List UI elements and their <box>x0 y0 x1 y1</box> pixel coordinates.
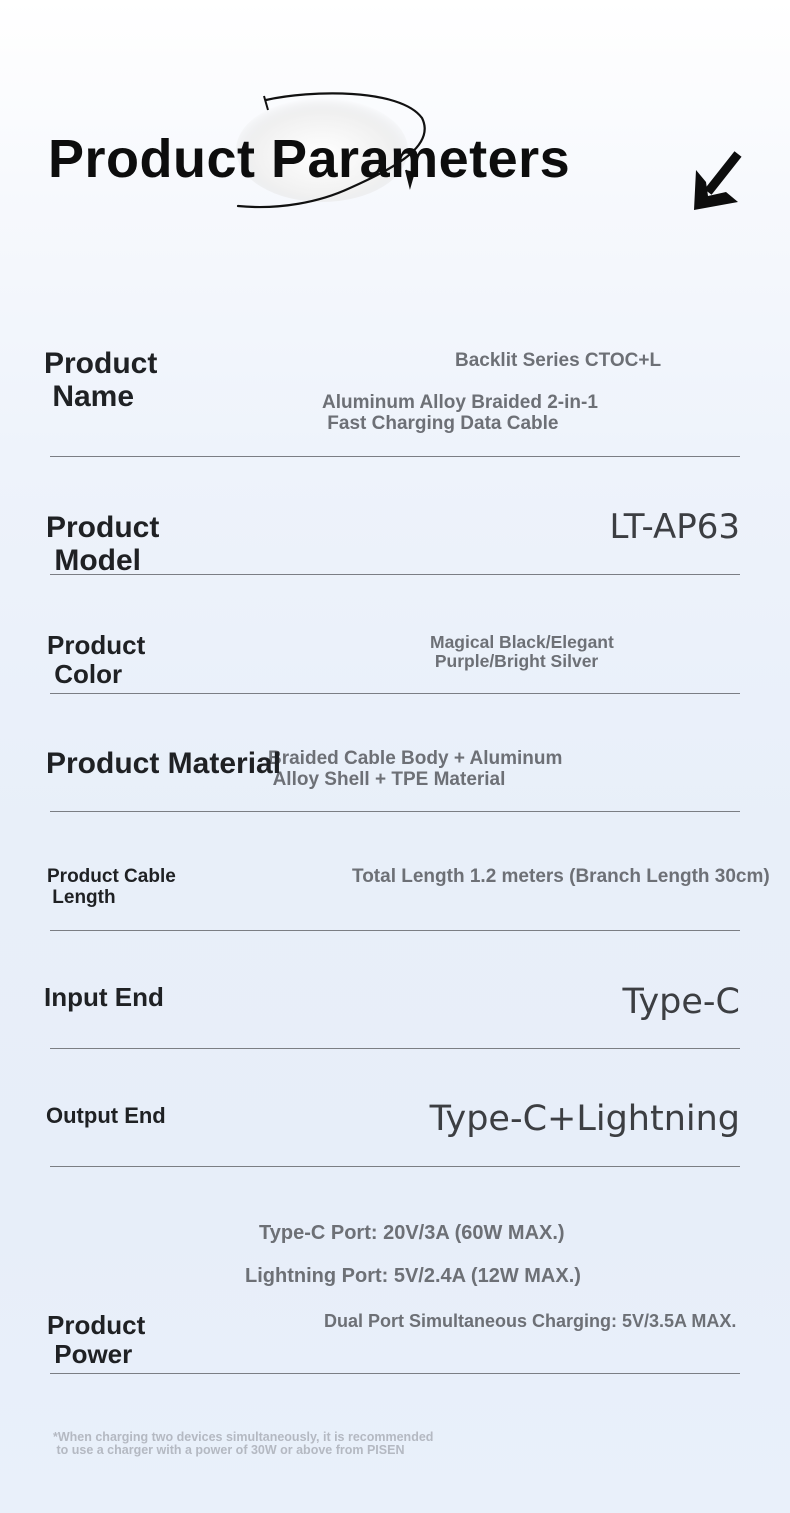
output-end-value: Type-C+Lightning <box>429 1099 740 1139</box>
divider <box>50 456 740 457</box>
charger-footnote: *When charging two devices simultaneously, it is recommended to use a charger with a power of 30W or above from PISEN <box>53 1430 434 1458</box>
product-color-label: Product Color <box>47 630 146 689</box>
arrow-down-left-icon <box>686 148 746 216</box>
product-cable-length-label: Product Cable Length <box>47 866 176 908</box>
divider <box>50 930 740 931</box>
product-model-value: LT-AP63 <box>609 507 740 547</box>
product-cable-length-value: Total Length 1.2 meters (Branch Length 30cm) <box>352 866 770 887</box>
product-material-value: Braided Cable Body + Aluminum Alloy Shell + TPE Material <box>268 748 563 790</box>
product-name-value-series: Backlit Series CTOC+L <box>455 350 662 371</box>
divider <box>50 1048 740 1049</box>
page-title: Product Parameters <box>48 129 571 189</box>
output-end-label: Output End <box>46 1103 166 1128</box>
divider <box>50 1373 740 1374</box>
product-power-label: Product Power <box>47 1310 146 1369</box>
power-type-c-port-value: Type-C Port: 20V/3A (60W MAX.) <box>259 1222 565 1244</box>
input-end-value: Type-C <box>622 982 740 1022</box>
product-name-value-description: Aluminum Alloy Braided 2-in-1 Fast Charging Data Cable <box>322 392 598 434</box>
input-end-label: Input End <box>44 982 164 1012</box>
divider <box>50 1166 740 1167</box>
power-lightning-port-value: Lightning Port: 5V/2.4A (12W MAX.) <box>245 1265 581 1287</box>
product-name-label: Product Name <box>44 347 158 413</box>
product-model-label: Product Model <box>46 511 160 577</box>
product-material-label: Product Material <box>46 747 282 780</box>
divider <box>50 811 740 812</box>
divider <box>50 693 740 694</box>
power-dual-port-value: Dual Port Simultaneous Charging: 5V/3.5A MAX. <box>324 1311 737 1331</box>
product-color-value: Magical Black/Elegant Purple/Bright Silver <box>430 632 614 671</box>
